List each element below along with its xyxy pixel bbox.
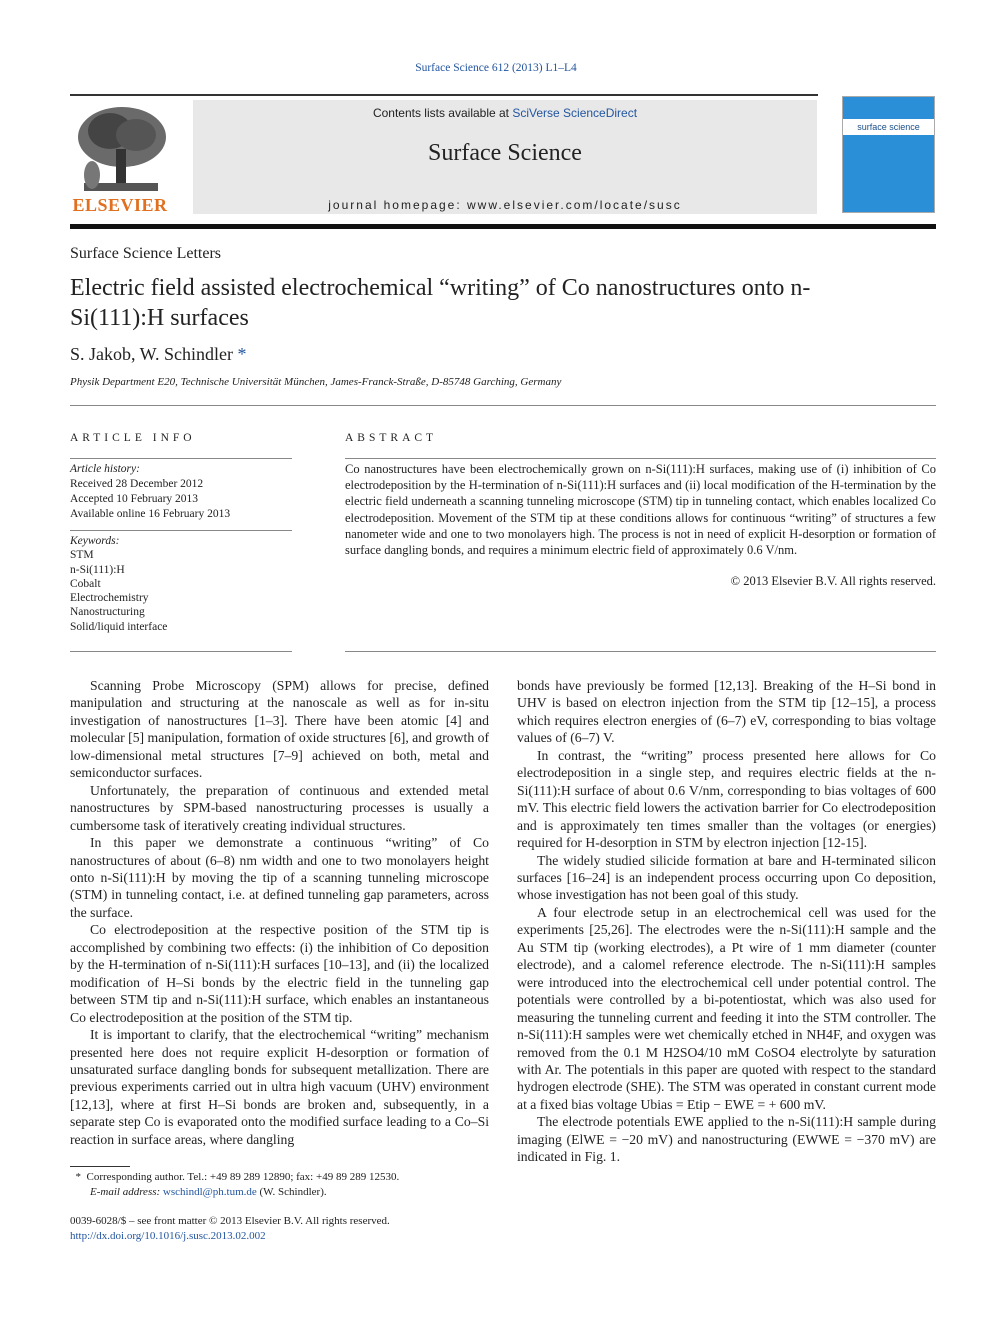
abstract-bottom-rule — [345, 651, 936, 652]
history-accepted: Accepted 10 February 2013 — [70, 493, 199, 505]
journal-cover-thumbnail — [842, 96, 935, 213]
footnote-rule — [70, 1166, 130, 1167]
email-label: E-mail address: — [90, 1186, 163, 1198]
history-received: Received 28 December 2012 — [70, 478, 204, 490]
abstract-copyright: © 2013 Elsevier B.V. All rights reserved. — [730, 574, 936, 588]
keywords-rule — [70, 530, 292, 531]
elsevier-wordmark: ELSEVIER — [72, 195, 168, 215]
sciencedirect-link[interactable]: SciVerse ScienceDirect — [512, 106, 638, 120]
article-info-heading: ARTICLE INFO — [70, 432, 196, 444]
keyword-item: Cobalt — [70, 577, 101, 590]
history-label: Article history: — [70, 463, 140, 475]
keyword-item: Electrochemistry — [70, 592, 149, 605]
keyword-item: Nanostructuring — [70, 606, 145, 619]
body-paragraph: A four electrode setup in an electrochemical cell was used for the experiments [25,26]. The electrodes were the n-Si(111):H sample and the Au STM tip (working electrodes), a Pt wire of 1 mm diameter (counter electrode), and a calomel reference electrode. The n-Si(111):H samples were introduced into the electrochemical cell under potential control. The potentials were controlled by a bi-potentiostat, which was also used for measuring the tunneling current and feeding it into the STM controller. The n-Si(111):H samples were wet chemically etched in NH4F, and oxygen was removed from the 0.1 M H2SO4/10 mM CoSO4 electrolyte by saturation with Ar. The potentials in this paper are quoted with respect to the standard hydrogen electrode (SHE). The STM was operated in constant current mode at a fixed bias voltage Ubias = Etip − EWE = + 600 mV. — [517, 904, 936, 1112]
footnote-mark: * — [75, 1171, 81, 1183]
body-paragraph: In contrast, the “writing” process presented here allows for Co electrodeposition in a single step, and requires electric fields at the n-Si(111):H surface of about 0.6 V/nm, corresponding to bias voltages of 600 mV. This electric field lowers the activation barrier for Co electrodeposition and is approximately ten times smaller than the voltages (or energies) required for H-desorption in STM by electron injection [12-15]. — [517, 747, 936, 851]
article-info-rule — [70, 458, 292, 459]
top-rule — [70, 94, 818, 96]
body-column-right — [517, 677, 936, 1166]
footnote — [70, 1170, 510, 1200]
journal-homepage[interactable]: journal homepage: www.elsevier.com/locate/susc — [328, 198, 682, 212]
body-paragraph: Co electrodeposition at the respective position of the STM tip is accomplished by combining two effects: (i) the inhibition of Co deposition by the H-termination of n-Si(111):H surfaces [10–13], and (ii) the localized modification of H–Si bonds by the electric field in the tunneling gap between STM tip and n-Si(111):H surface, which enables an instantaneous Co electrodeposition at the position of the STM tip. — [70, 922, 489, 1025]
history-online: Available online 16 February 2013 — [70, 508, 231, 520]
section-type: Surface Science Letters — [70, 245, 222, 262]
body-paragraph: bonds have previously be formed [12,13]. Breaking of the H–Si bond in UHV is based on electron injection from the STM tip [12–15], a process which requires electron energies of (6–7) eV, corresponding to bias voltage values of (6–7) V. — [517, 678, 936, 746]
keywords-block — [70, 534, 167, 634]
contents-line — [193, 106, 817, 120]
email-link[interactable]: wschindl@ph.tum.de — [162, 1186, 257, 1198]
article-info-bottom-rule — [70, 651, 292, 652]
issn-block — [70, 1214, 390, 1244]
footnote-contact: Corresponding author. Tel.: +49 89 289 12890; fax: +49 89 289 12530. — [86, 1171, 400, 1183]
email-suffix: (W. Schindler). — [256, 1186, 327, 1198]
footnote-email-line — [70, 1185, 510, 1200]
article-history — [70, 462, 230, 522]
corresponding-author-mark[interactable]: * — [237, 344, 247, 364]
abstract-heading: ABSTRACT — [345, 432, 438, 444]
body-column-left — [70, 677, 489, 1148]
cover-title: surface science — [857, 122, 920, 132]
body-paragraph: The widely studied silicide formation at bare and H-terminated silicon surfaces [16–24] is an independent process occurring upon Co deposition, whose investigation has not been goal of this study. — [517, 852, 936, 903]
keyword-item: Solid/liquid interface — [70, 620, 168, 633]
body-paragraph: Unfortunately, the preparation of continuous and extended metal nanostructures by SPM-based nanostructuring processes is usually a cumbersome task of iteratively creating individual structures. — [70, 782, 489, 833]
header-thick-rule — [70, 224, 936, 229]
footnote-corresponding — [70, 1170, 510, 1185]
journal-citation[interactable]: Surface Science 612 (2013) L1–L4 — [415, 62, 577, 74]
body-paragraph: In this paper we demonstrate a continuous “writing” of Co nanostructures of about (6–8) nm width and one to two monolayers height onto n-Si(111):H by moving the tip of a scanning tunneling microscope (STM) in tunneling contact, i.e. at defined tunneling gap parameters, across the surface. — [70, 835, 489, 920]
abstract-text: Co nanostructures have been electrochemically grown on n-Si(111):H surfaces, making use of (i) inhibition of Co electrodeposition by the H-termination of n-Si(111):H surfaces and (ii) local modification of the H-termination by the electric field underneath a scanning tunneling microscope (STM) tip in tunneling contact, which enables localized Co electrodeposition. Movement of the STM tip at these conditions allows for continuous “writing” of structures a few nanometer wide and one to two monolayers high. The process is not in need of explicit H-desorption or formation of surface dangling bonds, and requires a minimum electric field of approximately 0.6 V/nm. — [345, 462, 936, 558]
keywords-label: Keywords: — [70, 535, 120, 547]
body-paragraph: The electrode potentials EWE applied to the n-Si(111):H sample during imaging (ElWE = −20 mV) and nanostructuring (EWWE = −370 mV) are indicated in Fig. 1. — [517, 1114, 936, 1165]
info-top-rule — [70, 405, 936, 406]
keyword-item: STM — [70, 549, 94, 562]
issn-line: 0039-6028/$ – see front matter © 2013 Elsevier B.V. All rights reserved. — [70, 1215, 390, 1227]
doi-link[interactable]: http://dx.doi.org/10.1016/j.susc.2013.02.002 — [70, 1230, 266, 1242]
affiliation: Physik Department E20, Technische Universität München, James-Franck-Straße, D-85748 Garching, Germany — [70, 376, 562, 388]
body-paragraph: Scanning Probe Microscopy (SPM) allows for precise, defined manipulation and structuring at the nanoscale as well as for in-situ investigation of nanostructures [1–3]. There have been atomic [4] and molecular [5] manipulation, formation of oxide structures [6], and growth of low-dimensional metal structures [7–9] achieved on both, metal and semiconductor surfaces. — [70, 678, 489, 781]
author-list — [70, 344, 247, 365]
article-title: Electric field assisted electrochemical “writing” of Co nanostructures onto n-Si(111):H surfaces — [70, 275, 811, 331]
body-paragraph: It is important to clarify, that the electrochemical “writing” mechanism presented here does not require explicit H-desorption or formation of unsaturated surface dangling bonds for subsequent metallization. There are previous experiments carried out in ultra high vacuum (UHV) environment [12,13], where at first H–Si bonds are broken and, subsequently, in a separate step Co is evaporated onto the modified surface leading to a Co–Si reaction in surface areas, where dangling — [70, 1027, 489, 1147]
abstract-rule — [345, 458, 936, 459]
keyword-item: n-Si(111):H — [70, 563, 125, 576]
authors-text: S. Jakob, W. Schindler — [70, 344, 234, 364]
contents-prefix: Contents lists available at — [372, 106, 513, 120]
journal-name: Surface Science — [428, 140, 582, 166]
